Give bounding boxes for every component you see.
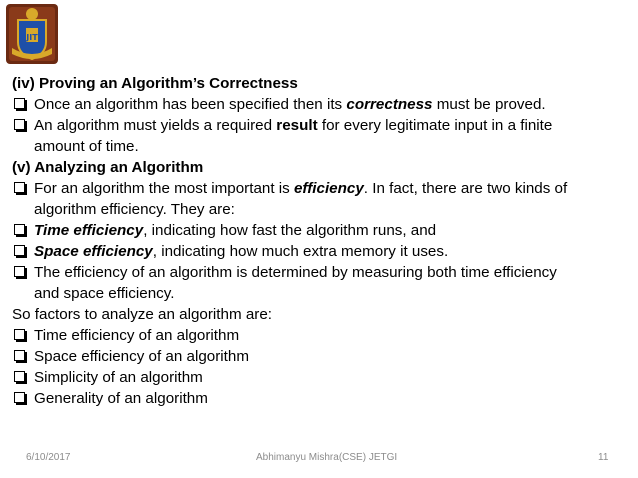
slide-body — [12, 73, 632, 409]
checkbox-bullet-icon — [14, 182, 25, 193]
checkbox-bullet-icon — [14, 245, 25, 256]
checkbox-bullet-icon — [14, 119, 25, 130]
factor-item: Generality of an algorithm — [12, 388, 632, 409]
bullet-measuring: The efficiency of an algorithm is determined by measuring both time efficiency — [12, 262, 632, 283]
heading-proving-correctness: (iv) Proving an Algorithm’s Correctness — [12, 75, 298, 92]
checkbox-bullet-icon — [14, 392, 25, 403]
bullet-result: An algorithm must yields a required result for every legitimate input in a finite — [12, 115, 632, 136]
factor-item: Time efficiency of an algorithm — [12, 325, 632, 346]
checkbox-bullet-icon — [14, 224, 25, 235]
institute-logo — [4, 2, 60, 66]
bullet-time-efficiency: Time efficiency, indicating how fast the algorithm runs, and — [12, 220, 632, 241]
bullet-space-efficiency: Space efficiency, indicating how much extra memory it uses. — [12, 241, 632, 262]
bullet-measuring-continuation: and space efficiency. — [34, 285, 175, 302]
bullet-result-continuation: amount of time. — [34, 138, 139, 155]
bullet-correctness: Once an algorithm has been specified then its correctness must be proved. — [12, 94, 632, 115]
slide-footer — [0, 452, 638, 468]
footer-author: Abhimanyu Mishra(CSE) JETGI — [256, 452, 398, 463]
factor-item: Simplicity of an algorithm — [12, 367, 632, 388]
logo-emblem-text: JIT — [26, 33, 38, 42]
checkbox-bullet-icon — [14, 371, 25, 382]
checkbox-bullet-icon — [14, 266, 25, 277]
bullet-efficiency: For an algorithm the most important is efficiency. In fact, there are two kinds of — [12, 178, 632, 199]
factors-intro: So factors to analyze an algorithm are: — [12, 306, 273, 323]
heading-analyzing: (v) Analyzing an Algorithm — [12, 159, 204, 176]
bullet-efficiency-continuation: algorithm efficiency. They are: — [34, 201, 235, 218]
checkbox-bullet-icon — [14, 98, 25, 109]
footer-date: 6/10/2017 — [26, 452, 71, 463]
checkbox-bullet-icon — [14, 350, 25, 361]
factor-item: Space efficiency of an algorithm — [12, 346, 632, 367]
page-number: 11 — [598, 452, 609, 463]
checkbox-bullet-icon — [14, 329, 25, 340]
